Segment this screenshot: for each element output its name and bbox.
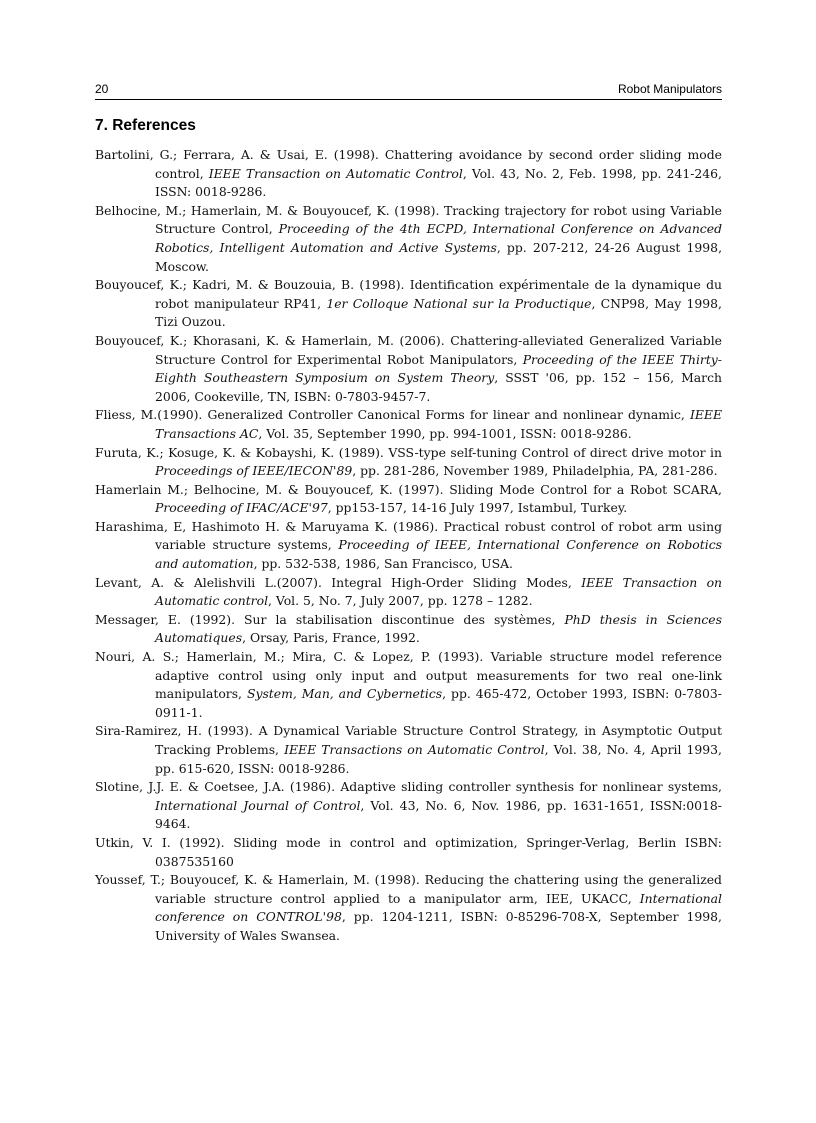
reference-entry: Fliess, M.(1990). Generalized Controller Canonical Forms for linear and nonlinear dynamic, IEEE Transactions AC, Vol. 35, September 1990, pp. 994-1001, ISSN: 0018-9286. [95, 407, 722, 441]
reference-entry: Harashima, E, Hashimoto H. & Maruyama K. (1986). Practical robust control of robot arm using variable structure systems, Proceeding of IEEE, International Conference on Robotics and automation, pp. 532-538, 1986, San Francisco, USA. [95, 518, 722, 572]
reference-entry: Nouri, A. S.; Hamerlain, M.; Mira, C. & Lopez, P. (1993). Variable structure model reference adaptive control using only input and output measurements for two real one-link manipulators, System, Man, and Cybernetics, pp. 465-472, October 1993, ISBN: 0-7803-0911-1. [95, 649, 722, 720]
running-title: Robot Manipulators [617, 82, 722, 96]
reference-entry: Slotine, J.J. E. & Coetsee, J.A. (1986). Adaptive sliding controller synthesis for nonlinear systems, International Journal of Control, Vol. 43, No. 6, Nov. 1986, pp. 1631-1651, ISSN:0018-9464. [95, 779, 722, 832]
reference-entry: Furuta, K.; Kosuge, K. & Kobayshi, K. (1989). VSS-type self-tuning Control of direct drive motor in Proceedings of IEEE/IECON'89, pp. 281-286, November 1989, Philadelphia, PA, 281-286. [95, 444, 722, 479]
reference-entry: Utkin, V. I. (1992). Sliding mode in control and optimization, Springer-Verlag, Berlin ISBN: 0387535160 [95, 834, 722, 869]
reference-entry: Hamerlain M.; Belhocine, M. & Bouyoucef, K. (1997). Sliding Mode Control for a Robot SCARA, Proceeding of IFAC/ACE'97, pp153-157, 14-16 July 1997, Istambul, Turkey. [95, 481, 722, 516]
reference-entry: Messager, E. (1992). Sur la stabilisation discontinue des systèmes, PhD thesis in Sciences Automatiques, Orsay, Paris, France, 1992. [95, 611, 722, 646]
page-header [95, 81, 722, 100]
page-number: 20 [95, 82, 109, 96]
reference-entry: Bouyoucef, K.; Khorasani, K. & Hamerlain, M. (2006). Chattering-alleviated Generalized Variable Structure Control for Experimental Robot Manipulators, Proceeding of the IEEE Thirty-Eighth Southeastern Symposium on System Theory, SSST '06, pp. 152 – 156, March 2006, Cookeville, TN, ISBN: 0-7803-9457-7. [95, 332, 722, 404]
reference-entry: Bartolini, G.; Ferrara, A. & Usai, E. (1998). Chattering avoidance by second order sliding mode control, IEEE Transaction on Automatic Control, Vol. 43, No. 2, Feb. 1998, pp. 241-246, ISSN: 0018-9286. [95, 147, 722, 200]
reference-entry: Belhocine, M.; Hamerlain, M. & Bouyoucef, K. (1998). Tracking trajectory for robot using Variable Structure Control, Proceeding of the 4th ECPD, International Conference on Advanced Robotics, Intelligent Automation and Active Systems, pp. 207-212, 24-26 August 1998, Moscow. [95, 202, 723, 274]
reference-entry: Youssef, T.; Bouyoucef, K. & Hamerlain, M. (1998). Reducing the chattering using the generalized variable structure control applied to a manipulator arm, IEE, UKACC, International conference on CONTROL'98, pp. 1204-1211, ISBN: 0-85296-708-X, September 1998, University of Wales Swansea. [95, 872, 722, 943]
reference-entry: Levant, A. & Alelishvili L.(2007). Integral High-Order Sliding Modes, IEEE Transaction on Automatic control, Vol. 5, No. 7, July 2007, pp. 1278 – 1282. [95, 574, 723, 609]
reference-entry: Bouyoucef, K.; Kadri, M. & Bouzouia, B. (1998). Identification expérimentale de la dynamique du robot manipulateur RP41, 1er Colloque National sur la Productique, CNP98, May 1998, Tizi Ouzou. [95, 277, 722, 330]
section-title: 7. References [95, 117, 196, 134]
reference-list [95, 146, 722, 946]
reference-entry: Sira-Ramirez, H. (1993). A Dynamical Variable Structure Control Strategy, in Asymptotic Output Tracking Problems, IEEE Transactions on Automatic Control, Vol. 38, No. 4, April 1993, pp. 615-620, ISSN: 0018-9286. [95, 723, 722, 776]
